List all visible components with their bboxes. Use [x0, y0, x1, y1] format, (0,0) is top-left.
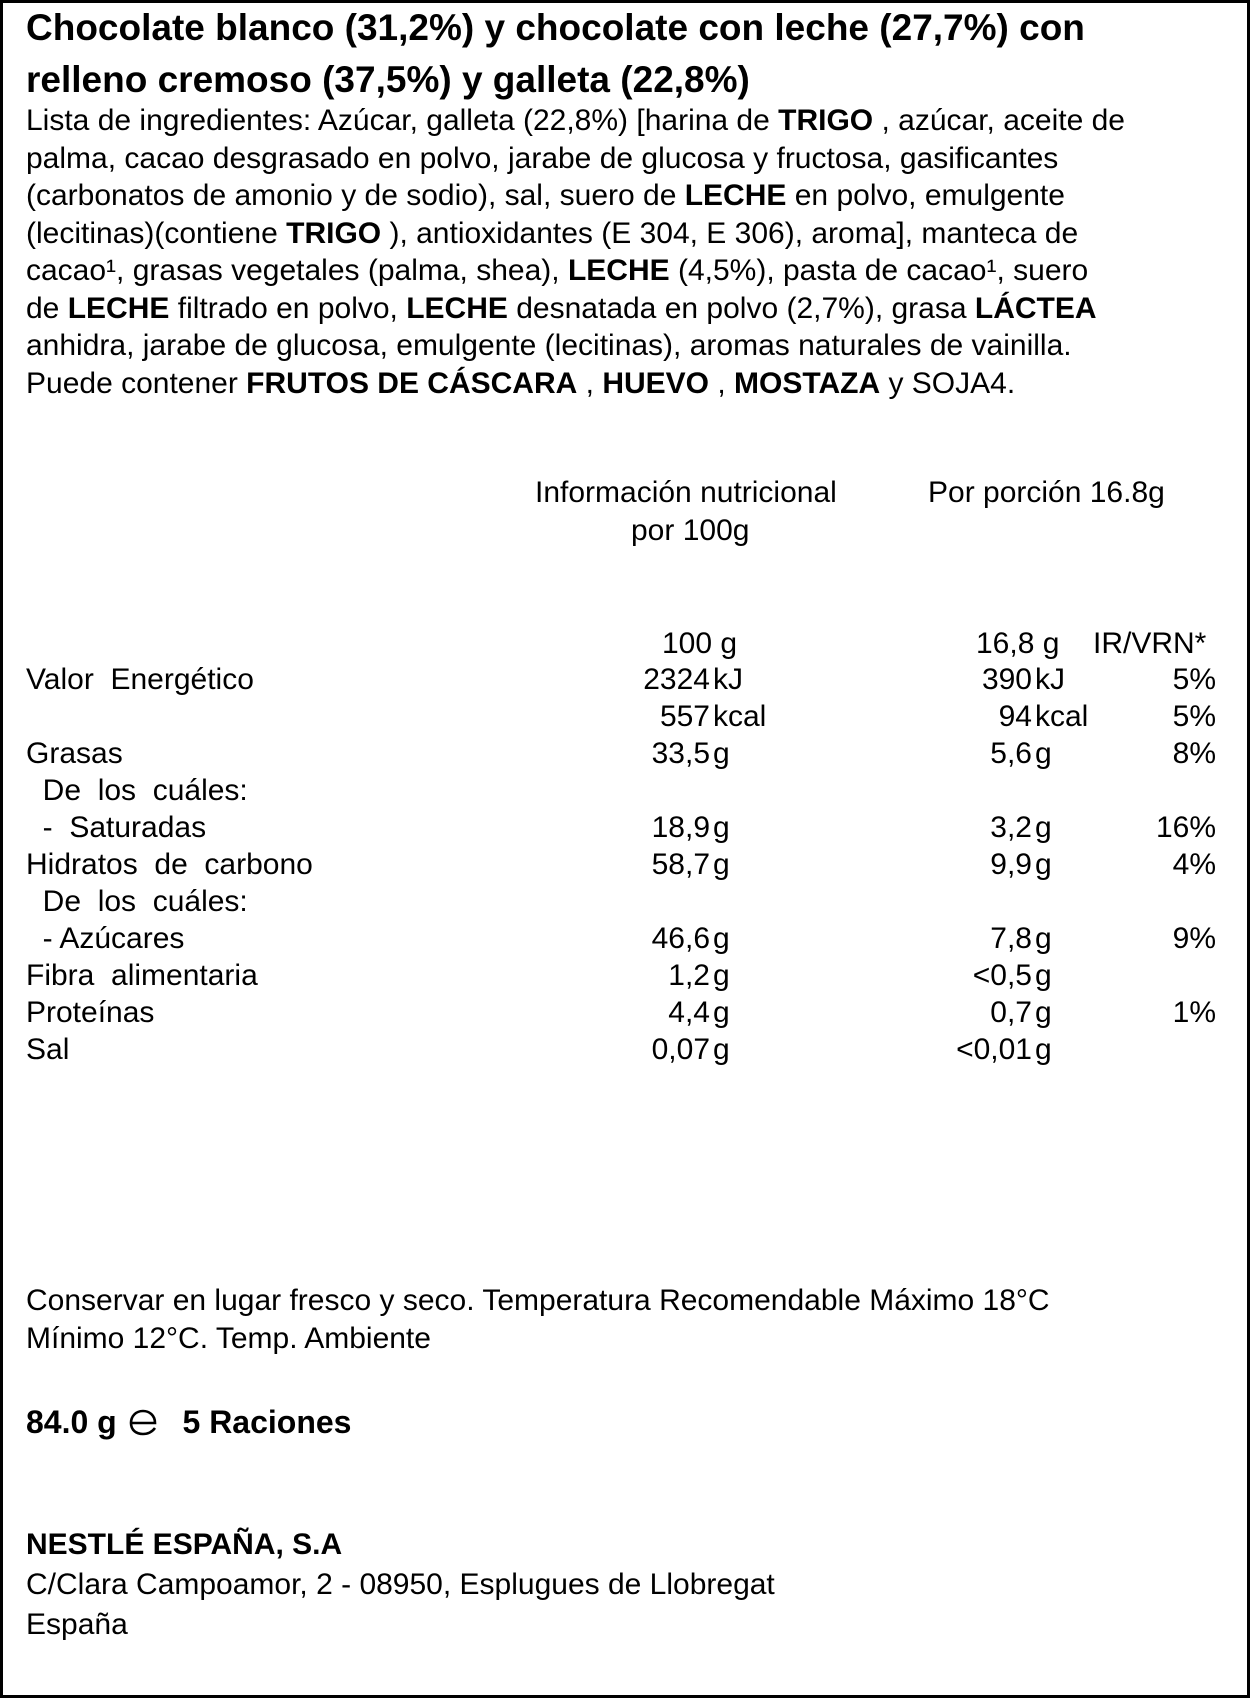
value-per-100g: 2324 — [643, 663, 710, 696]
value-per-portion: 7,8 — [990, 922, 1032, 955]
nutrient-label: Sal — [26, 1033, 70, 1066]
allergen-text: TRIGO — [286, 216, 382, 250]
unit-per-100g: g — [713, 737, 730, 770]
ingredients-line — [26, 252, 1226, 290]
value-per-100g: 33,5 — [651, 737, 710, 770]
allergen-text: LECHE — [684, 179, 787, 212]
ingredients-text: (carbonatos de amonio y de sodio), sal, suero de — [26, 179, 685, 212]
ingredients-text: y SOJA4. — [880, 366, 1016, 400]
unit-per-portion: kJ — [1035, 663, 1065, 696]
estimated-sign-icon — [126, 1406, 160, 1446]
nutrient-label: - Azúcares — [26, 922, 185, 955]
value-per-portion: 5,6 — [990, 737, 1032, 770]
ingredients-text: , azúcar, aceite de — [873, 104, 1125, 137]
unit-per-100g: g — [713, 848, 730, 881]
allergen-text: LECHE — [67, 291, 170, 325]
unit-per-100g: g — [713, 1033, 730, 1066]
value-per-100g: 18,9 — [651, 811, 710, 844]
value-per-100g: 0,07 — [651, 1033, 710, 1066]
allergen-text: LECHE — [567, 254, 670, 287]
value-per-100g: 1,2 — [668, 959, 710, 992]
value-per-100g: 4,4 — [668, 996, 710, 1029]
allergen-text: HUEVO — [602, 366, 710, 400]
unit-per-portion: kcal — [1035, 700, 1089, 733]
ingredients-text: cacao¹, grasas vegetales (palma, shea), — [26, 254, 568, 287]
value-per-portion: 0,7 — [990, 996, 1032, 1029]
ingredients-line — [26, 327, 1226, 365]
unit-per-portion: g — [1035, 737, 1052, 770]
product-title-line-1: Chocolate blanco (31,2%) y chocolate con leche (27,7%) con — [26, 7, 1085, 48]
portions-count: 5 Raciones — [182, 1404, 352, 1440]
column-header-100g: 100 g — [662, 627, 738, 660]
ir-vrn-percent: 4% — [1172, 848, 1216, 881]
value-per-portion: <0,5 — [972, 959, 1032, 992]
ir-vrn-percent: 8% — [1172, 737, 1216, 770]
ingredients-line — [26, 102, 1226, 140]
ingredients-list — [26, 102, 1226, 402]
value-per-portion: <0,01 — [956, 1033, 1032, 1066]
ingredients-text: filtrado en polvo, — [169, 291, 407, 325]
nutrition-header-per-portion: Por porción 16.8g — [928, 476, 1165, 509]
allergen-text: MOSTAZA — [734, 366, 881, 400]
allergen-text: TRIGO — [778, 104, 874, 137]
column-header-ir-vrn: IR/VRN* — [1093, 627, 1207, 660]
net-weight-line — [26, 1402, 351, 1446]
ingredients-text: Lista de ingredientes: Azúcar, galleta (22,8%) [harina de — [26, 104, 779, 137]
net-weight-value: 84.0 g — [26, 1404, 117, 1440]
unit-per-100g: g — [713, 922, 730, 955]
nutrient-label: Grasas — [26, 737, 123, 770]
company-address: C/Clara Campoamor, 2 - 08950, Esplugues de Llobregat — [26, 1568, 775, 1601]
unit-per-portion: g — [1035, 959, 1052, 992]
ingredients-text: en polvo, emulgente — [786, 179, 1065, 212]
nutrient-label: De los cuáles: — [26, 774, 248, 807]
ir-vrn-percent: 9% — [1172, 922, 1216, 955]
ingredients-text: anhidra, jarabe de glucosa, emulgente (lecitinas), aromas naturales de vainilla. — [26, 329, 1072, 362]
nutrition-header-per-100: Información nutricional — [535, 476, 837, 509]
column-header-portion: 16,8 g — [976, 627, 1060, 660]
product-title — [26, 2, 1085, 106]
product-title-line-2: relleno cremoso (37,5%) y galleta (22,8%) — [26, 59, 750, 100]
ingredients-text: desnatada en polvo (2,7%), grasa — [507, 291, 975, 325]
storage-line-2: Mínimo 12°C. Temp. Ambiente — [26, 1322, 431, 1355]
allergen-text: LÁCTEA — [974, 291, 1097, 325]
allergen-text: LECHE — [406, 291, 508, 325]
ingredients-text: palma, cacao desgrasado en polvo, jarabe de glucosa y fructosa, gasificantes — [26, 141, 1059, 175]
ingredients-line — [26, 290, 1226, 328]
ingredients-text: , — [577, 366, 603, 400]
nutrient-label: Proteínas — [26, 996, 155, 1029]
ingredients-text: , — [709, 366, 735, 400]
ingredients-line — [26, 365, 1226, 403]
value-per-portion: 3,2 — [990, 811, 1032, 844]
value-per-portion: 9,9 — [990, 848, 1032, 881]
ir-vrn-percent: 5% — [1172, 700, 1216, 733]
company-country: España — [26, 1608, 128, 1641]
allergen-text: FRUTOS DE CÁSCARA — [246, 366, 578, 400]
nutrient-label: - Saturadas — [26, 811, 207, 844]
ingredients-line — [26, 215, 1226, 253]
ingredients-text: (lecitinas)(contiene — [26, 216, 287, 250]
storage-line-1: Conservar en lugar fresco y seco. Temperatura Recomendable Máximo 18°C — [26, 1284, 1050, 1317]
unit-per-portion: g — [1035, 1033, 1052, 1066]
unit-per-portion: g — [1035, 848, 1052, 881]
value-per-portion: 94 — [998, 700, 1032, 733]
ingredients-text: Puede contener — [26, 366, 247, 400]
unit-per-100g: g — [713, 811, 730, 844]
value-per-100g: 58,7 — [651, 848, 710, 881]
unit-per-100g: g — [713, 959, 730, 992]
unit-per-100g: kJ — [713, 663, 743, 696]
ir-vrn-percent: 5% — [1172, 663, 1216, 696]
ingredients-line — [26, 140, 1226, 178]
company-name: NESTLÉ ESPAÑA, S.A — [26, 1528, 343, 1561]
unit-per-portion: g — [1035, 996, 1052, 1029]
ingredients-text: ), antioxidantes (E 304, E 306), aroma], manteca de — [381, 216, 1079, 250]
value-per-portion: 390 — [981, 663, 1032, 696]
unit-per-100g: kcal — [713, 700, 767, 733]
nutrient-label: Hidratos de carbono — [26, 848, 313, 881]
nutrient-label: De los cuáles: — [26, 885, 248, 918]
nutrient-label: Fibra alimentaria — [26, 959, 258, 992]
unit-per-portion: g — [1035, 922, 1052, 955]
ingredients-line — [26, 177, 1226, 215]
ir-vrn-percent: 16% — [1155, 811, 1216, 844]
value-per-100g: 46,6 — [651, 922, 710, 955]
nutrition-header-per-100-sub: por 100g — [631, 514, 750, 547]
unit-per-portion: g — [1035, 811, 1052, 844]
ir-vrn-percent: 1% — [1172, 996, 1216, 1029]
ingredients-text: de — [26, 291, 68, 325]
unit-per-100g: g — [713, 996, 730, 1029]
value-per-100g: 557 — [659, 700, 710, 733]
ingredients-text: (4,5%), pasta de cacao¹, suero — [669, 254, 1089, 287]
nutrient-label: Valor Energético — [26, 663, 254, 696]
